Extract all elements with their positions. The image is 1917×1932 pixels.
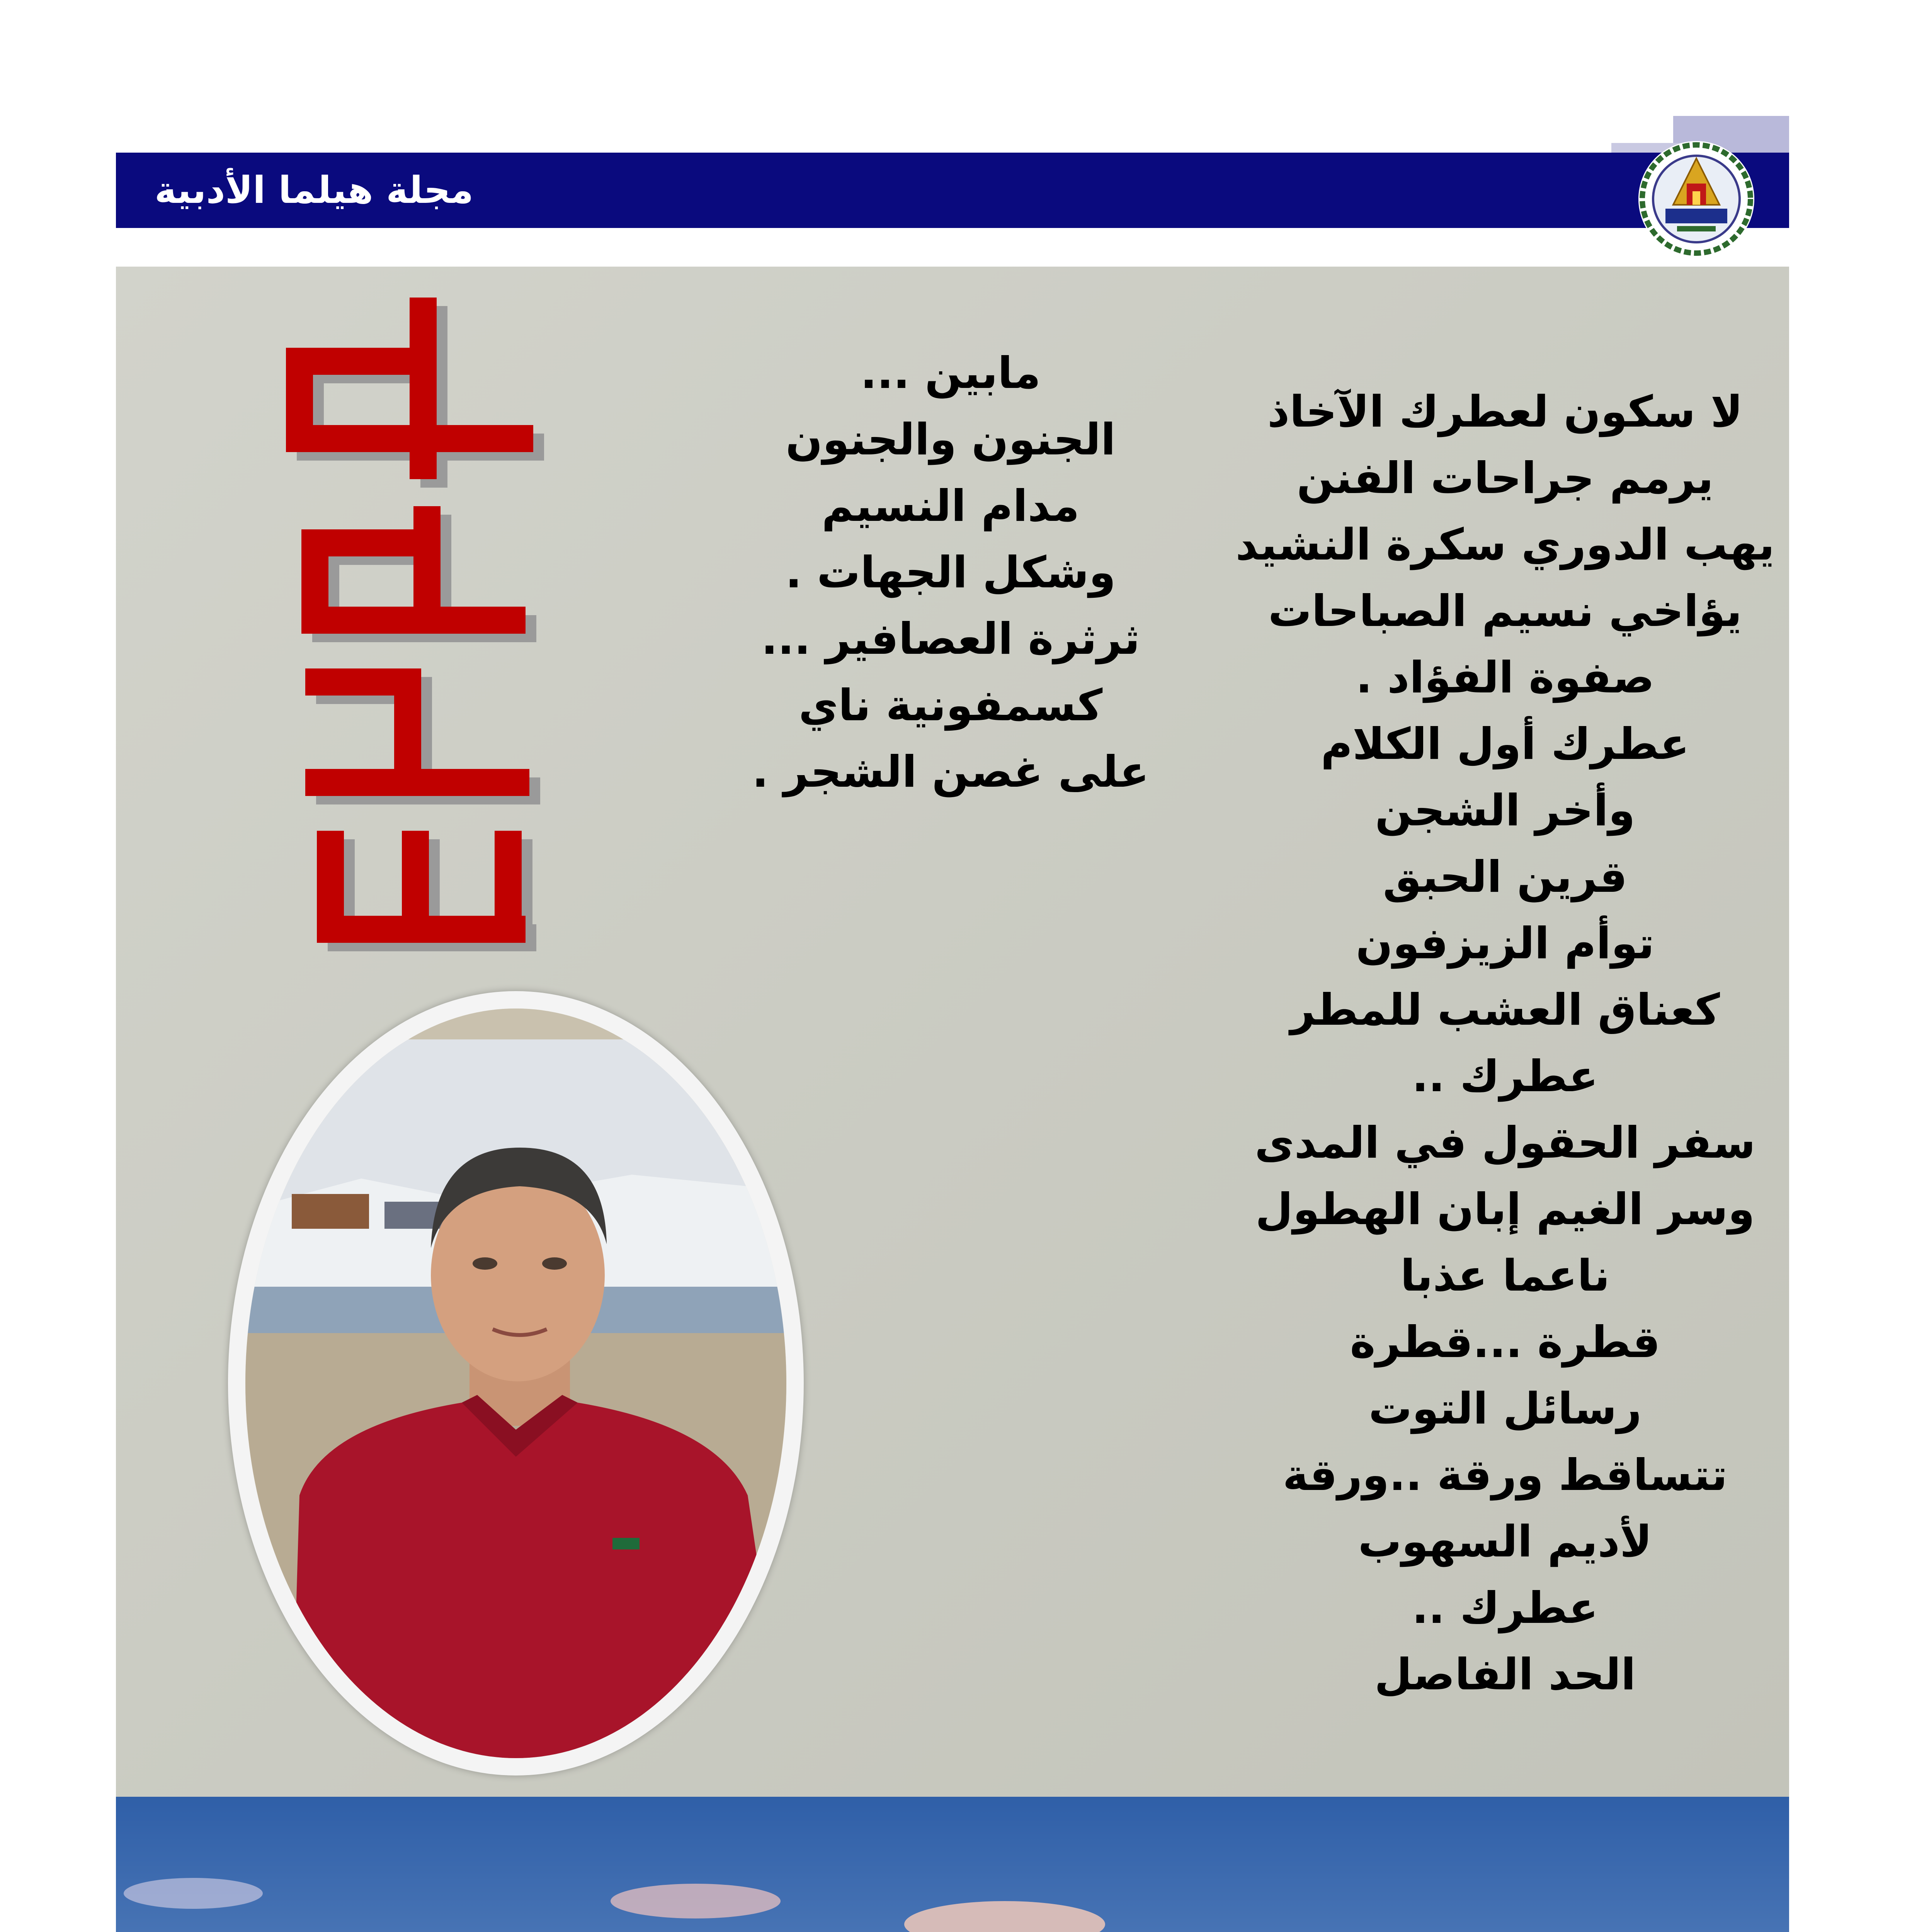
poem-line: مدام النسيم bbox=[822, 481, 1080, 531]
poem-line: لأديم السهوب bbox=[1358, 1517, 1652, 1567]
poem-line: وأخر الشجن bbox=[1375, 786, 1635, 836]
poem-line: وسر الغيم إبان الهطول bbox=[1255, 1184, 1755, 1235]
poem-line: ثرثرة العصافير ... bbox=[761, 614, 1140, 664]
poem-right-column bbox=[1206, 379, 1805, 1708]
poem-line: رسائل التوت bbox=[1368, 1384, 1642, 1434]
poem-line: قطرة ...قطرة bbox=[1350, 1317, 1660, 1367]
poem-line: عطرك .. bbox=[1412, 1051, 1598, 1102]
poem-line: على غصن الشجر . bbox=[752, 747, 1149, 797]
poem-line: سفر الحقول في المدى bbox=[1254, 1118, 1756, 1168]
poem-line: يؤاخي نسيم الصباحات bbox=[1268, 586, 1742, 636]
poem-line: عطرك .. bbox=[1412, 1583, 1598, 1633]
landscape-image bbox=[116, 1797, 1789, 1932]
poem-line: توأم الزيزفون bbox=[1356, 918, 1655, 969]
magazine-title: مجلة هيلما الأدبية bbox=[155, 168, 474, 212]
magazine-logo bbox=[1633, 137, 1760, 261]
poem-line: لا سكون لعطرك الآخاذ bbox=[1267, 387, 1743, 437]
author-portrait bbox=[245, 1009, 786, 1758]
poem-line: يهب الدوري سكرة النشيد bbox=[1235, 520, 1775, 570]
poem-line: مابين ... bbox=[860, 348, 1041, 398]
poem-line: ناعما عذبا bbox=[1400, 1251, 1610, 1301]
poem-line: الحد الفاصل bbox=[1374, 1650, 1636, 1700]
title-artwork bbox=[247, 298, 595, 962]
poem-line: يرمم جراحات الفنن bbox=[1296, 453, 1714, 503]
poem-line: صفوة الفؤاد . bbox=[1356, 653, 1655, 703]
poem-line: عطرك أول الكلام bbox=[1321, 719, 1689, 769]
poem-line: كسمفونية ناي bbox=[798, 680, 1103, 731]
poem-line: قرين الحبق bbox=[1383, 852, 1628, 902]
poem-line: تتساقط ورقة ..ورقة bbox=[1283, 1450, 1728, 1500]
poem-line: الجنون والجنون bbox=[786, 415, 1116, 465]
poem-left-column bbox=[734, 340, 1167, 805]
poem-line: كعناق العشب للمطر bbox=[1290, 985, 1720, 1035]
poem-line: وشكل الجهات . bbox=[785, 548, 1116, 598]
